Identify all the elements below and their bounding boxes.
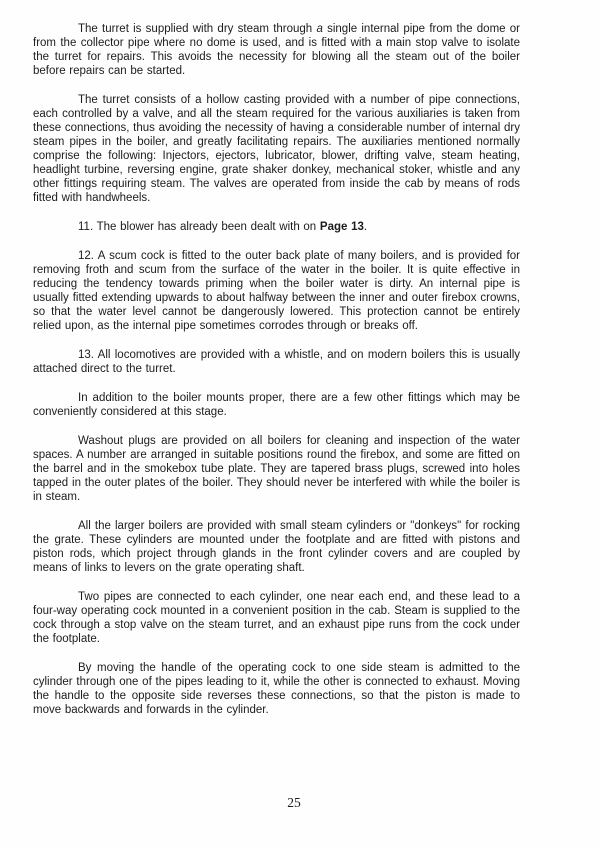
paragraph (33, 22, 520, 78)
paragraph: In addition to the boiler mounts proper, there are a few other fittings which may be conveniently considered at this stage. (33, 392, 520, 418)
bold-text: Page 13 (319, 221, 364, 233)
emphasized-text: a (316, 23, 323, 35)
paragraph: Two pipes are connected to each cylinder, one near each end, and these lead to a four-way operating cock mounted in a convenient position in the cab. Steam is supplied to the cock through a stop valve on the steam turret, and an exhaust pipe runs from the cock under the footplate. (33, 591, 520, 645)
text-column (33, 22, 520, 717)
paragraph: All the larger boilers are provided with small steam cylinders or "donkeys" for rocking the grate. These cylinders are mounted under the footplate and are fitted with pistons and piston rods, which project through glands in the front cylinder covers and are coupled by means of links to levers on the grate operating shaft. (33, 520, 520, 574)
paragraph-text: single internal pipe from the dome or from the collector pipe where no dome is used, and is fitted with a main stop valve to isolate the turret for repairs. This avoids the necessity for blowing all the steam out of the boiler before repairs can be started. (33, 23, 521, 77)
paragraph-text: . (363, 221, 368, 233)
paragraph: 13. All locomotives are provided with a whistle, and on modern boilers this is usually attached direct to the turret. (33, 349, 520, 375)
paragraph (33, 220, 520, 234)
paragraph-text: The turret is supplied with dry steam through (78, 23, 317, 35)
paragraph: The turret consists of a hollow casting provided with a number of pipe connections, each controlled by a valve, and all the steam required for the various auxiliaries is taken from these connections, thus avoiding the necessity of having a considerable number of internal dry steam pipes in the boiler, and greatly facilitating repairs. The auxiliaries mentioned normally comprise the following: Injectors, ejectors, lubricator, blower, drifting valve, steam heating, headlight turbine, reversing engine, grate shaker donkey, mechanical stoker, whistle and any other fittings requiring steam. The valves are operated from inside the cab by means of rods fitted with handwheels. (33, 94, 520, 204)
paragraph: By moving the handle of the operating cock to one side steam is admitted to the cylinder through one of the pipes leading to it, while the other is connected to exhaust. Moving the handle to the opposite side reverses these connections, so that the piston is made to move backwards and forwards in the cylinder. (33, 662, 520, 716)
paragraph: Washout plugs are provided on all boilers for cleaning and inspection of the water spaces. A number are arranged in suitable positions round the firebox, and some are fitted on the barrel and in the smokebox tube plate. They are tapered brass plugs, screwed into holes tapped in the outer plates of the boiler. They should never be interfered with while the boiler is in steam. (33, 435, 520, 503)
paragraph-text: 11. The blower has already been dealt with on (78, 221, 320, 233)
paragraph: 12. A scum cock is fitted to the outer back plate of many boilers, and is provided for removing froth and scum from the surface of the water in the boiler. It is quite effective in reducing the tendency towards priming when the boiler water is dirty. An internal pipe is usually fitted extending upwards to about halfway between the inner and outer firebox crowns, so that the water level cannot be dangerously lowered. This protection cannot be entirely relied upon, as the internal pipe sometimes corrodes through or breaks off. (33, 250, 520, 332)
page-number: 25 (287, 795, 301, 810)
